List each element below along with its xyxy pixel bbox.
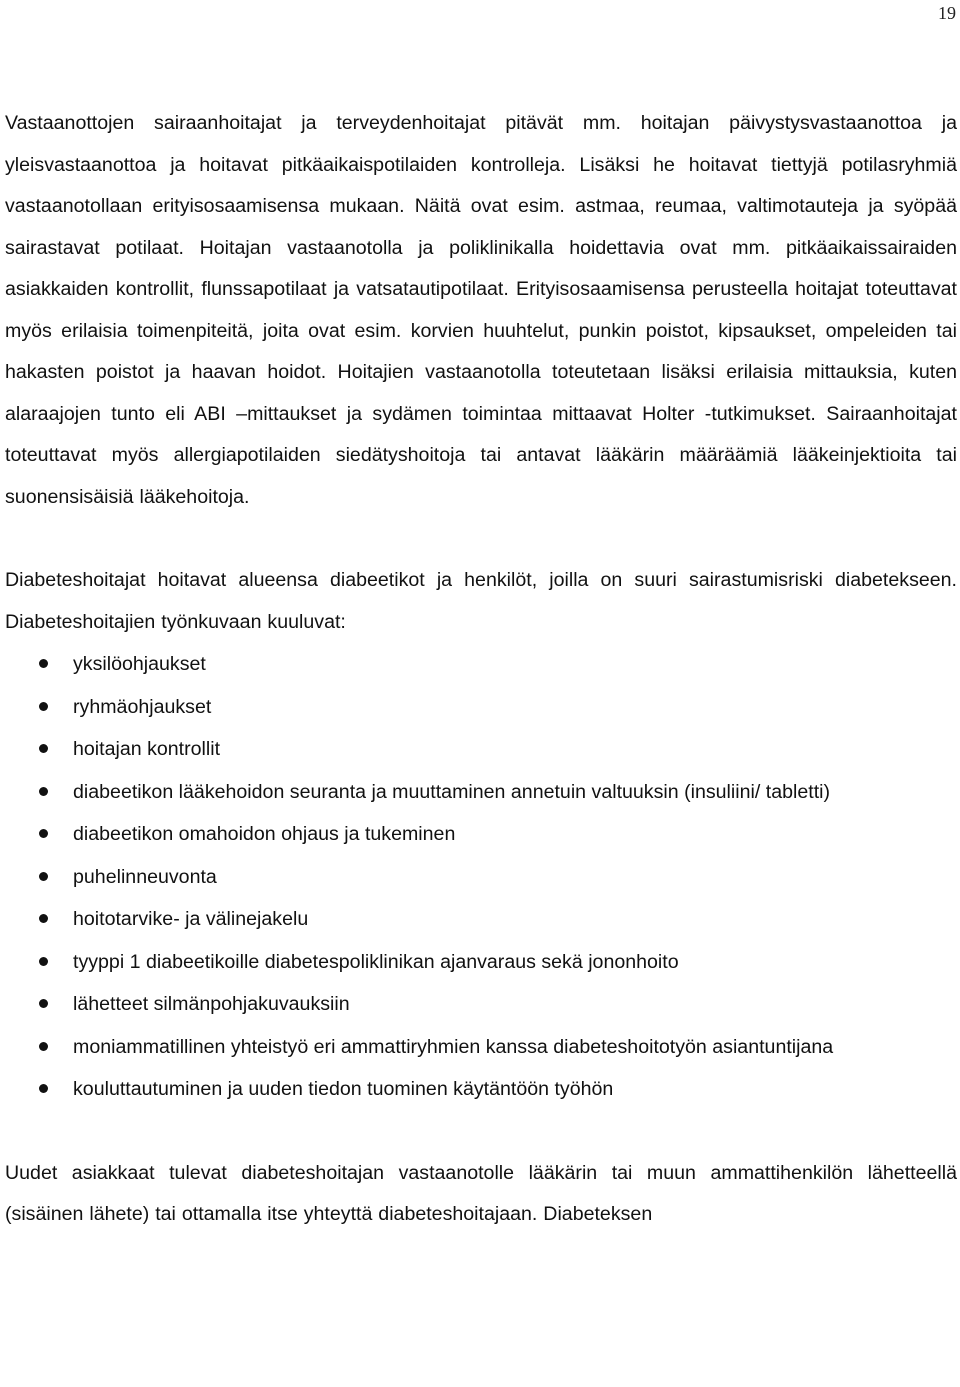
paragraph-uudet-asiakkaat: Uudet asiakkaat tulevat diabeteshoitajan vastaanotolle lääkärin tai muun ammattihenkilön lähetteellä (sisäinen lähete) tai ottamalla itse yhteyttä diabeteshoitajaan. Diabeteksen xyxy=(5,1161,957,1225)
list-item xyxy=(5,686,957,729)
list-item xyxy=(5,643,957,686)
list-item-text: yksilöohjaukset xyxy=(73,653,206,675)
bullet-icon xyxy=(39,872,48,881)
list-item xyxy=(5,983,957,1026)
list-item-text: kouluttautuminen ja uuden tiedon tuominen käytäntöön työhön xyxy=(73,1078,614,1100)
bullet-icon xyxy=(39,914,48,923)
bullet-icon xyxy=(39,999,48,1008)
bullet-icon xyxy=(39,787,48,796)
bullet-icon xyxy=(39,702,48,711)
list-item xyxy=(5,813,957,856)
bullet-icon xyxy=(39,744,48,753)
list-item xyxy=(5,856,957,899)
list-item-text: diabeetikon lääkehoidon seuranta ja muuttaminen annetuin valtuuksin (insuliini/ tabletti) xyxy=(73,780,831,803)
page-number: 19 xyxy=(938,3,956,23)
bullet-icon xyxy=(39,1042,48,1051)
bullet-icon xyxy=(39,957,48,966)
list-item-text: lähetteet silmänpohjakuvauksiin xyxy=(73,993,350,1015)
paragraph-diabeteshoitajat: Diabeteshoitajat hoitavat alueensa diabeetikot ja henkilöt, joilla on suuri sairastumisriski diabetekseen. Diabeteshoitajien työnkuvaan kuuluvat: xyxy=(5,569,957,633)
list-item-text: diabeetikon omahoidon ohjaus ja tukeminen xyxy=(73,823,456,845)
list-item-text: tyyppi 1 diabeetikoille diabetespoliklinikan ajanvaraus sekä jononhoito xyxy=(73,950,679,973)
list-item xyxy=(5,1068,957,1111)
list-item xyxy=(5,1026,957,1069)
bullet-icon xyxy=(39,829,48,838)
bullet-icon xyxy=(39,659,48,668)
paragraph-vastaanotot: Vastaanottojen sairaanhoitajat ja terveydenhoitajat pitävät mm. hoitajan päivystysvastaanottoa ja yleisvastaanottoa ja hoitavat pitkäaikaispotilaiden kontrolleja. Lisäksi he hoitavat tiettyjä potilasryhmiä vastaanotollaan erityisosaamisensa mukaan. Näitä ovat esim. astmaa, reumaa, valtimotauteja ja syöpää sairastavat potilaat. Hoitajan vastaanotolla ja poliklinikalla hoidettavia ovat mm. pitkäaikaissairaiden asiakkaiden kontrollit, flunssapotilaat ja vatsatautipotilaat. Erityisosaamisensa perusteella hoitajat toteuttavat myös erilaisia toimenpiteitä, joita ovat esim. korvien huuhtelut, punkin poistot, kipsaukset, ompeleiden tai hakasten poistot ja haavan hoidot. Hoitajien vastaanotolla toteutetaan lisäksi erilaisia mittauksia, kuten alaraajojen tunto eli ABI –mittaukset ja sydämen toimintaa mittaavat Holter -tutkimukset. Sairaanhoitajat toteuttavat myös allergiapotilaiden siedätyshoitoja tai antavat lääkärin määräämiä lääkeinjektioita tai suonensisäisiä lääkehoitoja. xyxy=(5,112,957,508)
document-body xyxy=(5,103,957,1236)
list-item-text: hoitotarvike- ja välinejakelu xyxy=(73,908,309,930)
list-item xyxy=(5,898,957,941)
bullet-icon xyxy=(39,1084,48,1093)
list-item-text: hoitajan kontrollit xyxy=(73,738,221,760)
list-item-text: ryhmäohjaukset xyxy=(73,695,212,718)
list-item xyxy=(5,941,957,984)
list-item xyxy=(5,728,957,771)
list-item xyxy=(5,771,957,814)
duties-bullet-list xyxy=(5,643,957,1111)
list-item-text: puhelinneuvonta xyxy=(73,865,217,888)
list-item-text: moniammatillinen yhteistyö eri ammattiryhmien kanssa diabeteshoitotyön asiantuntijana xyxy=(73,1035,834,1058)
